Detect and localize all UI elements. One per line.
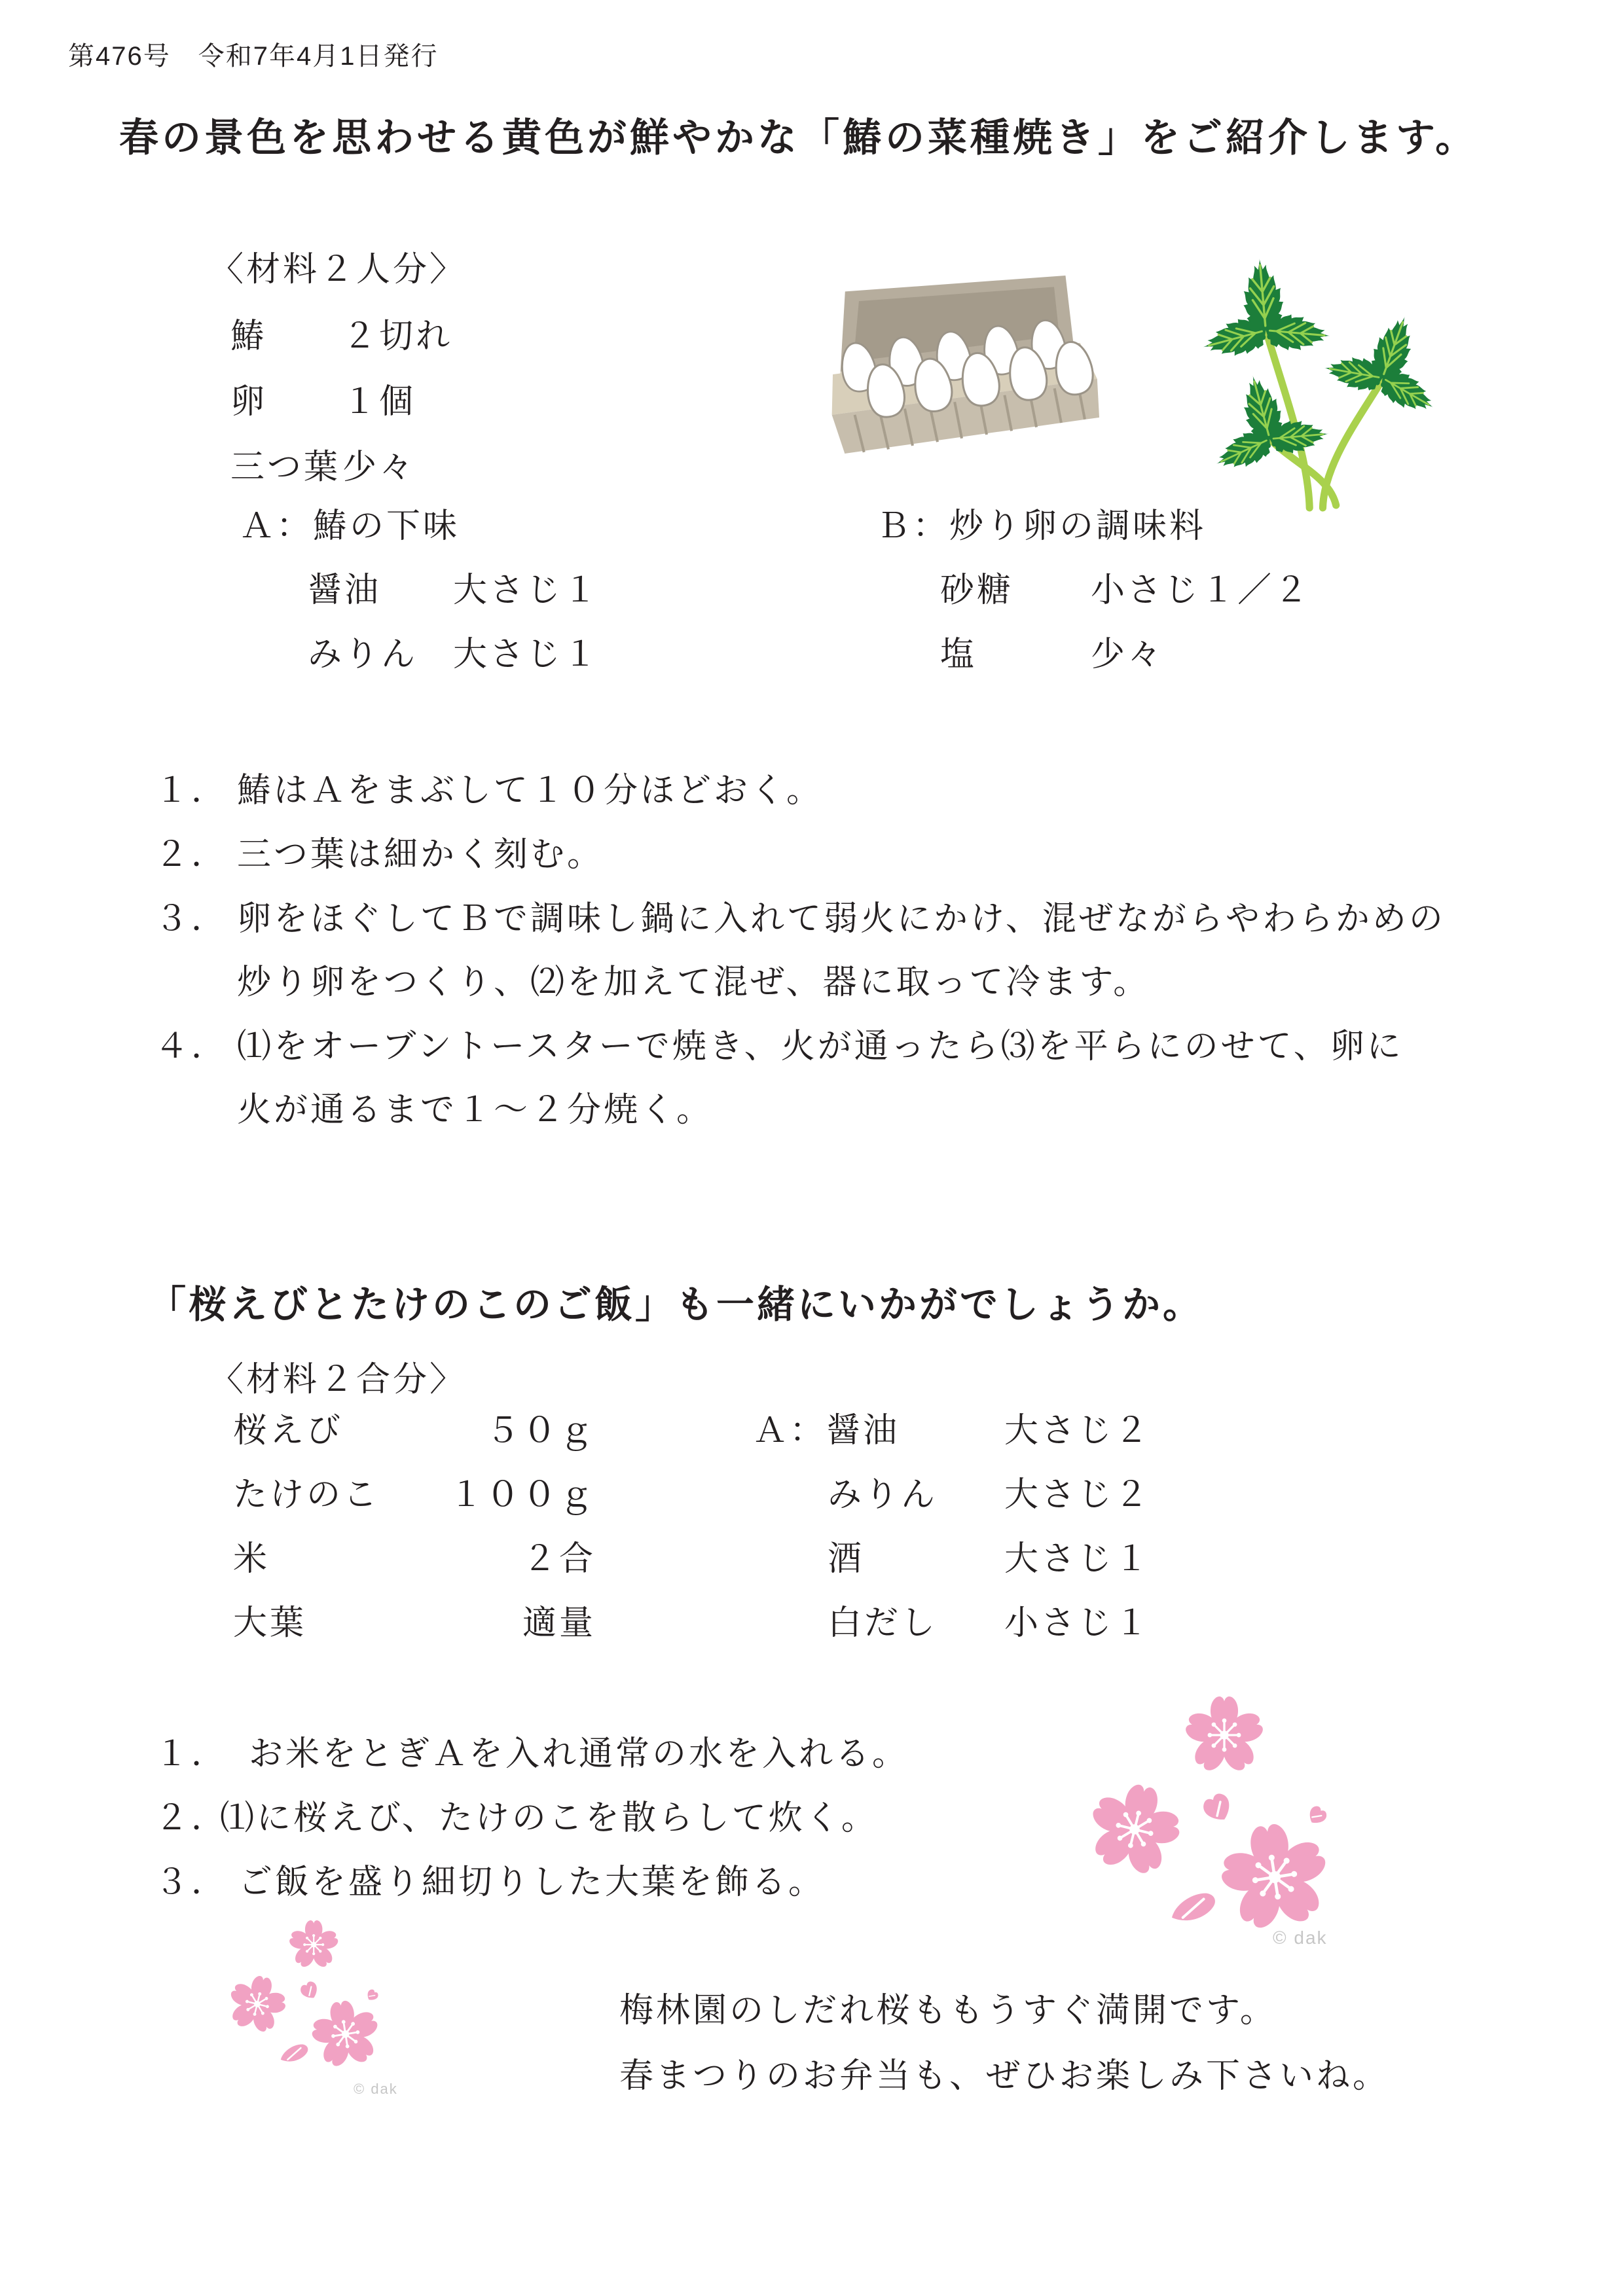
ingredient-name: 砂糖: [940, 571, 1014, 609]
ingredient-amount: ２合: [522, 1540, 596, 1578]
ingredient-amount: 小さじ１: [1004, 1604, 1152, 1642]
ingredient-amount: 大さじ１: [1004, 1540, 1152, 1578]
ingredient-amount: 適量: [522, 1604, 596, 1642]
ingredient-name: みりん: [828, 1476, 938, 1514]
ingredient-name: 酒: [828, 1540, 865, 1578]
step-number: ３．: [155, 1863, 228, 1901]
step-text: 鰆はＡをまぶして１０分ほどおく。: [237, 772, 823, 810]
ingredient-amount: ２切れ: [342, 317, 453, 355]
ingredient-name: 卵: [230, 383, 268, 421]
ingredient-amount: 少々: [1091, 636, 1165, 673]
step-text: 三つ葉は細かく刻む。: [237, 836, 604, 874]
ingredient-name: 塩: [940, 636, 977, 673]
ingredient-amount: 少々: [342, 448, 416, 486]
footer-line: 梅林園のしだれ桜ももうすぐ満開です。: [619, 1992, 1277, 2030]
step-number: ２．: [155, 836, 228, 874]
ingredient-name: たけのこ: [233, 1476, 380, 1514]
step-number: ４．: [155, 1028, 228, 1066]
ingredient-amount: 大さじ２: [1004, 1412, 1152, 1450]
ingredient-amount: 小さじ１／２: [1091, 571, 1311, 609]
step-number: １．: [155, 772, 228, 810]
step-text: 火が通るまで１～２分焼く。: [237, 1091, 713, 1129]
ingredient-name: Ａ：醤油: [753, 1412, 900, 1450]
step-text: 卵をほぐしてＢで調味し鍋に入れて弱火にかけ、混ぜながらやわらかめの: [237, 900, 1446, 938]
ingredient-name: 三つ葉: [230, 448, 341, 486]
step-text: お米をとぎＡを入れ通常の水を入れる。: [249, 1735, 909, 1773]
step-text: 炒り卵をつくり、⑵を加えて混ぜ、器に取って冷ます。: [237, 963, 1150, 1001]
group-a-label: Ａ：鰆の下味: [240, 507, 460, 545]
recipe1-servings: 〈材料２人分〉: [210, 251, 467, 289]
step-text: ⑴をオーブントースターで焼き、火が通ったら⑶を平らにのせて、卵に: [237, 1028, 1404, 1066]
group-b-label: Ｂ：炒り卵の調味料: [876, 507, 1207, 545]
ingredient-amount: 大さじ１: [453, 636, 600, 673]
cherry-blossom-cluster-right: [1067, 1687, 1329, 1962]
ingredient-name: 鰆: [230, 317, 268, 355]
recipe2-title: 「桜えびとたけのこのご飯」も一緒にいかがでしょうか。: [148, 1283, 1204, 1326]
ingredient-amount: ５０ｇ: [485, 1412, 596, 1450]
artist-watermark: © dak: [354, 2081, 398, 2097]
issue-header: 第476号 令和7年4月1日発行: [68, 42, 439, 71]
step-text: ご飯を盛り細切りした大葉を飾る。: [238, 1863, 826, 1901]
ingredient-name: 白だし: [828, 1604, 938, 1642]
mitsuba-illustration: [1210, 245, 1442, 511]
recipe2-servings: 〈材料２合分〉: [210, 1361, 467, 1399]
egg-carton-illustration: [814, 268, 1105, 468]
ingredient-amount: 大さじ２: [1004, 1476, 1152, 1514]
ingredient-name: 桜えび: [233, 1412, 344, 1450]
recipe1-title: 春の景色を思わせる黄色が鮮やかな「鰆の菜種焼き」をご紹介します。: [119, 116, 1478, 160]
step-text: ⑴に桜えび、たけのこを散らして炊く。: [220, 1799, 878, 1837]
ingredient-name: 米: [233, 1540, 270, 1578]
ingredient-name: 醤油: [308, 571, 382, 609]
ingredient-amount: １個: [342, 383, 416, 421]
step-number: ２．: [155, 1799, 228, 1837]
cherry-blossom-cluster-left: [215, 1914, 380, 2088]
ingredient-name: みりん: [308, 636, 418, 673]
step-number: １．: [155, 1735, 228, 1773]
step-number: ３．: [155, 900, 228, 938]
artist-watermark: © dak: [1273, 1928, 1328, 1948]
ingredient-amount: １００ｇ: [448, 1476, 596, 1514]
footer-line: 春まつりのお弁当も、ぜひお楽しみ下さいね。: [619, 2057, 1390, 2095]
ingredient-name: 大葉: [233, 1604, 307, 1642]
ingredient-amount: 大さじ１: [453, 571, 600, 609]
